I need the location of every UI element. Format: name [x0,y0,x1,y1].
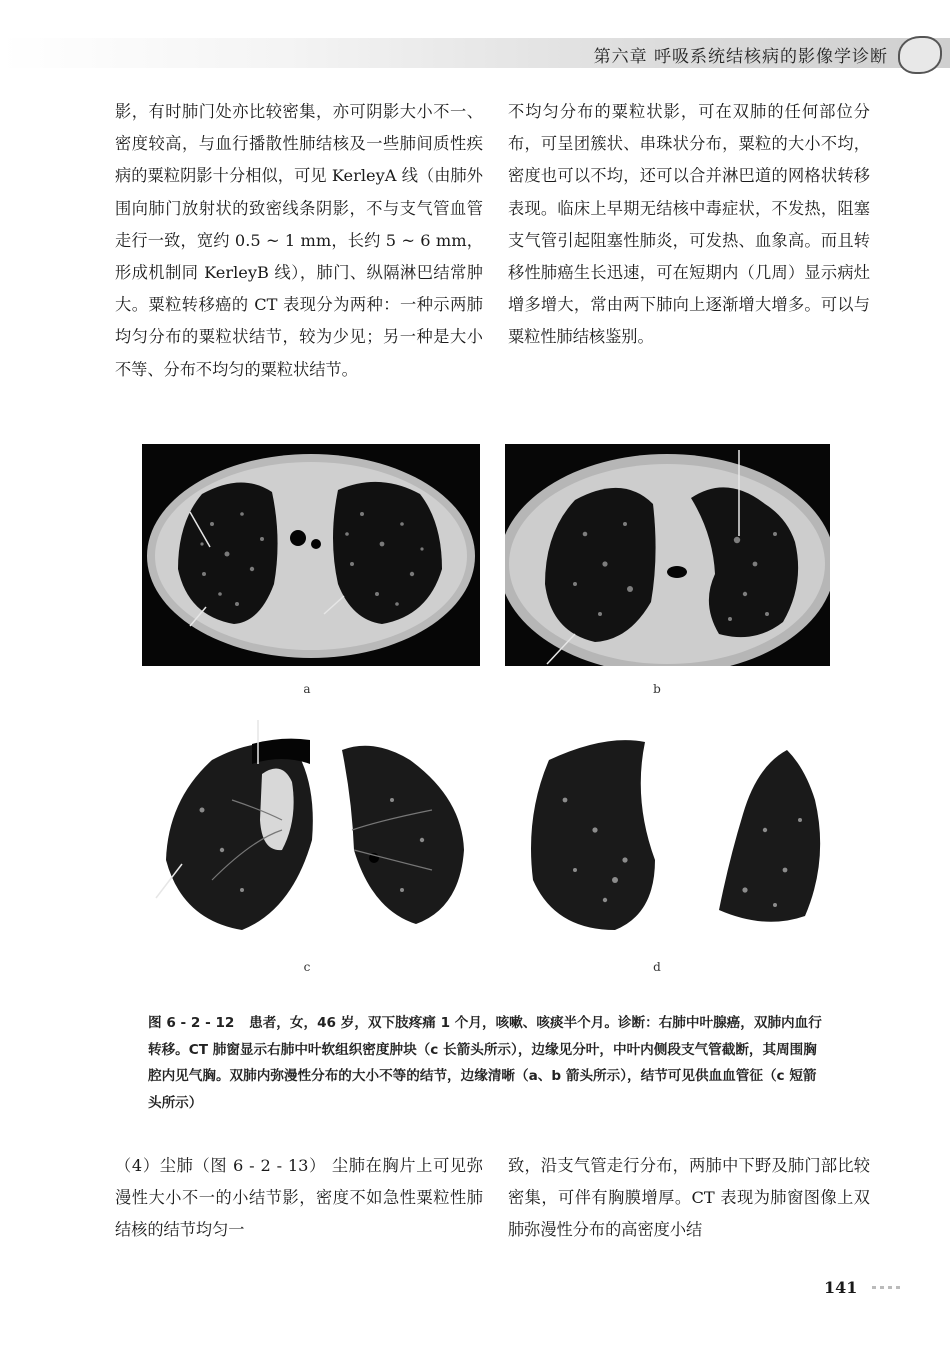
caption-text: 患者，女，46 岁，双下肢疼痛 1 个月，咳嗽、咳痰半个月。诊断：右肺中叶腺癌，双肺内血行转移。CT 肺窗显示右肺中叶软组织密度肿块（c 长箭头所示），边缘见分叶，中叶内侧段支气管截断，其周围胸腔内见气胸。双肺内弥漫性分布的大小不等的结节，边缘清晰（a、b 箭头所示），结节可见供血血管征（c 短箭头所示） [148,1015,822,1111]
ct-panel-c [142,720,480,944]
body-column-right-bottom [508,1150,870,1247]
ct-panel-d [505,720,830,944]
ct-panel-b [505,444,830,666]
caption-number: 图 6 - 2 - 12 [148,1015,235,1031]
panel-label-b: b [653,682,661,696]
header-emblem-icon [898,36,942,74]
paragraph-top-right: 不均匀分布的粟粒状影，可在双肺的任何部位分布，可呈团簇状、串珠状分布，粟粒的大小不均，密度也可以不均，还可以合并淋巴道的网格状转移表现。临床上早期无结核中毒症状，不发热，阻塞支气管引起阻塞性肺炎，可发热、血象高。而且转移性肺癌生长迅速，可在短期内（几周）显示病灶增多增大，常由两下肺向上逐渐增大增多。可以与粟粒性肺结核鉴别。 [508,102,870,347]
chapter-header: 第六章 呼吸系统结核病的影像学诊断 [593,47,888,67]
ct-panel-a [142,444,480,666]
body-column-left-bottom [115,1150,483,1247]
panel-label-d: d [653,960,661,974]
ct-image-a [142,444,480,666]
body-column-left [115,96,483,386]
paragraph-bottom-right: 致，沿支气管走行分布，两肺中下野及肺门部比较密集，可伴有胸膜增厚。CT 表现为肺窗图像上双肺弥漫性分布的高密度小结 [508,1156,870,1240]
ct-image-c [142,720,480,944]
page-number-rule [872,1286,902,1289]
panel-label-c: c [303,960,311,974]
ct-image-d [505,720,830,944]
ct-image-b [505,444,830,666]
paragraph-top-left: 影，有时肺门处亦比较密集，亦可阴影大小不一、密度较高，与血行播散性肺结核及一些肺间质性疾病的粟粒阴影十分相似，可见 KerleyA 线（由肺外围向肺门放射状的致密线条阴影，不与支气管血管走行一致，宽约 0.5 ~ 1 mm，长约 5 ~ 6 mm，形成机制同 KerleyB 线），肺门、纵隔淋巴结常肿大。粟粒转移癌的 CT 表现分为两种：一种示两肺均匀分布的粟粒状结节，较为少见；另一种是大小不等、分布不均匀的粟粒状结节。 [115,102,483,379]
figure-caption [148,1010,824,1116]
body-column-right [508,96,870,354]
page-number: 141 [824,1278,858,1297]
panel-label-a: a [303,682,311,696]
paragraph-bottom-left: （4）尘肺（图 6 - 2 - 13） 尘肺在胸片上可见弥漫性大小不一的小结节影，密度不如急性粟粒性肺结核的结节均匀一 [115,1156,483,1240]
